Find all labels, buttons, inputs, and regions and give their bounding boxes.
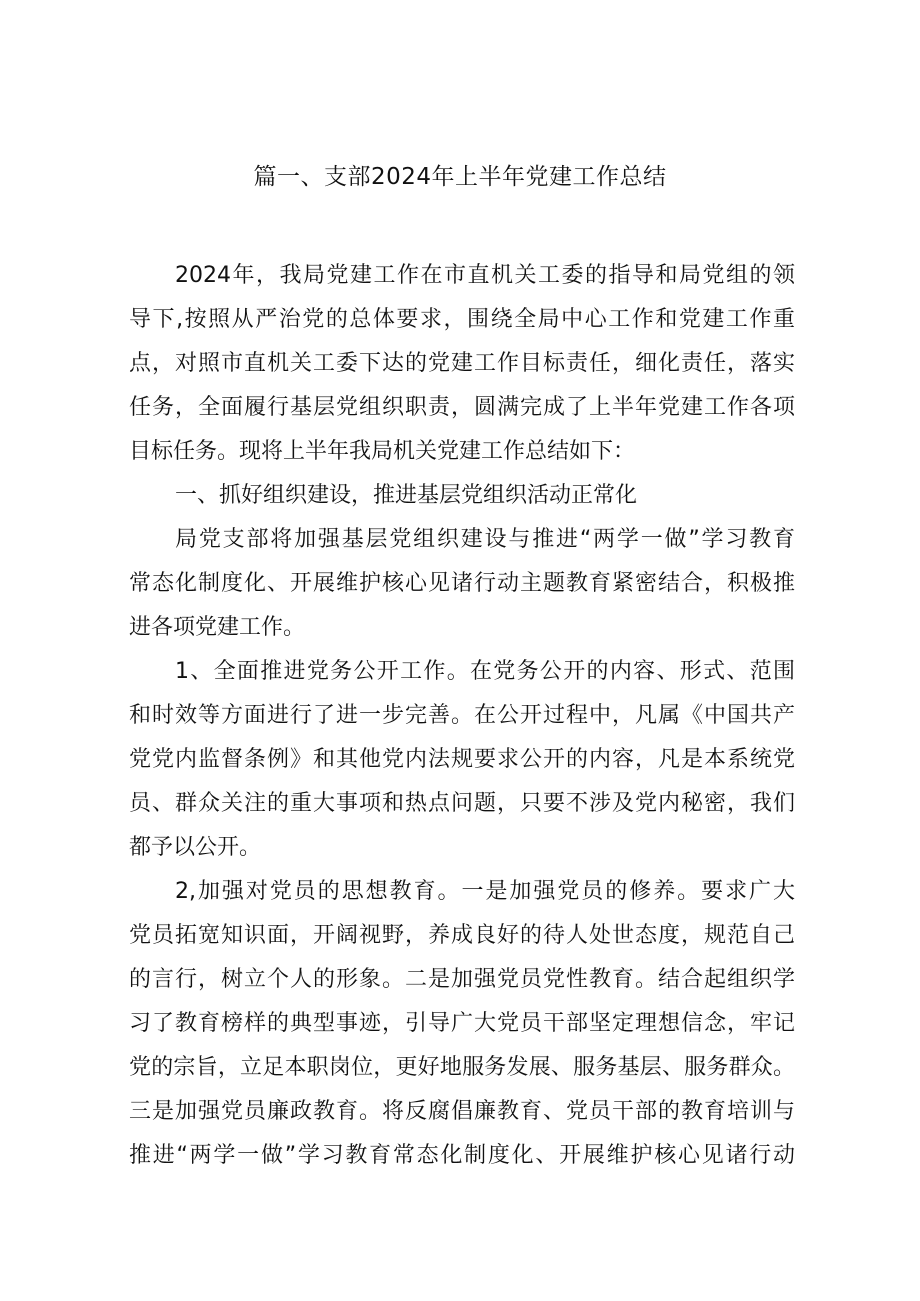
paragraph-line: 1、全面推进党务公开工作。在党务公开的内容、形式、范围 <box>175 659 795 684</box>
paragraph-line: 任务，全面履行基层党组织职责，圆满完成了上半年党建工作各项 <box>129 395 795 420</box>
paragraph-line: 都予以公开。 <box>129 835 262 860</box>
section-heading: 一、抓好组织建设，推进基层党组织活动正常化 <box>175 483 638 508</box>
paragraph-line: 目标任务。现将上半年我局机关党建工作总结如下： <box>129 439 636 464</box>
paragraph-line: 的言行，树立个人的形象。二是加强党员党性教育。结合起组织学 <box>129 967 795 992</box>
paragraph-line: 党的宗旨，立足本职岗位，更好地服务发展、服务基层、服务群众。 <box>129 1055 795 1080</box>
paragraph-line: 习了教育榜样的典型事迹，引导广大党员干部坚定理想信念，牢记 <box>129 1011 795 1036</box>
document-title: 篇一、支部2024年上半年党建工作总结 <box>253 164 667 190</box>
paragraph-line: 党员拓宽知识面，开阔视野，养成良好的待人处世态度，规范自己 <box>129 923 795 948</box>
paragraph-line: 常态化制度化、开展维护核心见诸行动主题教育紧密结合，积极推 <box>129 571 795 596</box>
paragraph-line: 导下,按照从严治党的总体要求，围绕全局中心工作和党建工作重 <box>129 307 795 332</box>
paragraph-line: 2024年，我局党建工作在市直机关工委的指导和局党组的领 <box>175 263 795 288</box>
paragraph-line: 党党内监督条例》和其他党内法规要求公开的内容，凡是本系统党 <box>129 747 795 772</box>
paragraph-line: 点，对照市直机关工委下达的党建工作目标责任，细化责任，落实 <box>129 351 795 376</box>
paragraph-line: 局党支部将加强基层党组织建设与推进“两学一做”学习教育 <box>175 527 795 552</box>
paragraph-line: 和时效等方面进行了进一步完善。在公开过程中，凡属《中国共产 <box>129 703 795 728</box>
paragraph-line: 推进“两学一做”学习教育常态化制度化、开展维护核心见诸行动 <box>129 1143 795 1168</box>
paragraph-line: 员、群众关注的重大事项和热点问题，只要不涉及党内秘密，我们 <box>129 791 795 816</box>
paragraph-line: 三是加强党员廉政教育。将反腐倡廉教育、党员干部的教育培训与 <box>129 1099 795 1124</box>
paragraph-line: 2,加强对党员的思想教育。一是加强党员的修养。要求广大 <box>175 879 795 904</box>
paragraph-line: 进各项党建工作。 <box>129 615 306 640</box>
